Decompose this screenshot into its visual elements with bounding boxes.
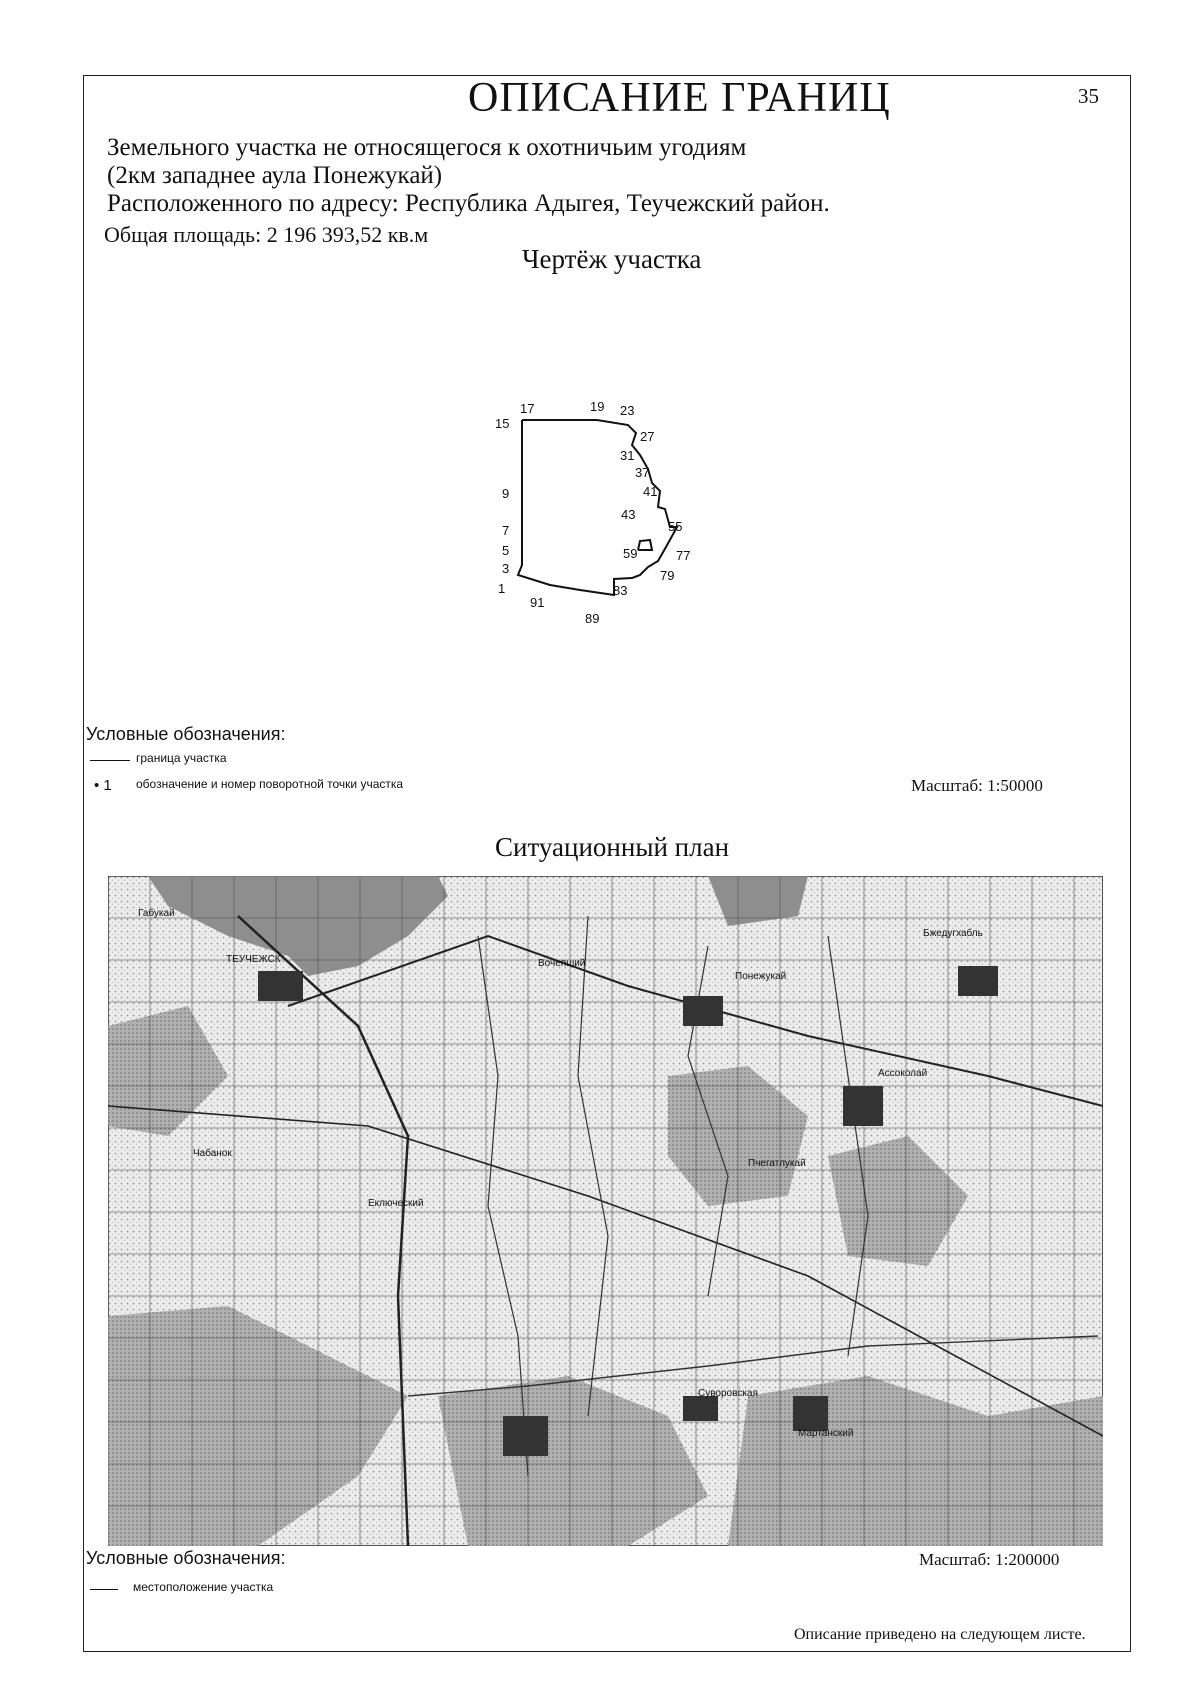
boundary-point-label: 41: [643, 484, 658, 499]
boundary-point-label: 55: [668, 519, 683, 534]
boundary-point-label: 31: [620, 448, 635, 463]
map-place-label: Чабанок: [193, 1148, 232, 1159]
map-place-label: Еключеский: [368, 1198, 424, 1209]
boundary-point-label: 59: [623, 546, 638, 561]
parcel-location-note: (2км западнее аула Понежукай): [107, 162, 443, 189]
boundary-point-label: 3: [502, 561, 510, 576]
footer-note: Описание приведено на следующем листе.: [794, 1626, 1086, 1643]
map-place-label: Вочепший: [538, 958, 586, 969]
map-place-label: Бжедугхабль: [923, 928, 983, 939]
map-place-label: Суворовская: [698, 1388, 758, 1399]
boundary-point-label: 77: [676, 548, 691, 563]
map-place-label: Понежукай: [735, 971, 787, 982]
location-line-symbol: [90, 1589, 118, 1590]
boundary-point-label: 91: [530, 595, 545, 610]
boundary-point-label: 83: [613, 583, 628, 598]
boundary-point-label: 43: [621, 507, 636, 522]
legend-boundary: граница участка: [136, 751, 227, 765]
legend-location: местоположение участка: [133, 1580, 274, 1594]
boundary-point-label: 1: [498, 581, 506, 596]
boundary-point-label: 7: [502, 523, 510, 538]
boundary-point-label: 17: [520, 401, 535, 416]
drawing-title: Чертёж участка: [522, 244, 702, 274]
page-number: 35: [1078, 84, 1099, 108]
boundary-point-label: 79: [660, 568, 675, 583]
map-place-label: Пчегатлукай: [748, 1158, 806, 1169]
boundary-line-symbol: [90, 760, 130, 761]
map-place-label: ТЕУЧЕЖСК: [226, 954, 281, 965]
legend2-title: Условные обозначения:: [86, 1548, 286, 1568]
map-place-label: Габукай: [138, 908, 175, 919]
map-place-label: Ассоколай: [878, 1068, 928, 1079]
situation-scale: Масштаб: 1:200000: [919, 1550, 1060, 1569]
parcel-address: Расположенного по адресу: Республика Адыгея, Теучежский район.: [107, 190, 830, 217]
parcel-area: Общая площадь: 2 196 393,52 кв.м: [104, 222, 429, 247]
page-title: ОПИСАНИЕ ГРАНИЦ: [468, 75, 891, 121]
map-place-label: Мартанский: [798, 1428, 854, 1439]
legend-title: Условные обозначения:: [86, 724, 286, 744]
boundary-point-label: 23: [620, 403, 635, 418]
legend-point-desc: обозначение и номер поворотной точки участка: [136, 777, 404, 791]
boundary-point-label: 15: [495, 416, 510, 431]
boundary-point-label: 9: [502, 486, 510, 501]
parcel-drawing: [480, 395, 720, 645]
boundary-point-label: 19: [590, 399, 605, 414]
parcel-boundary: [518, 420, 677, 595]
boundary-point-label: 27: [640, 429, 655, 444]
drawing-scale: Масштаб: 1:50000: [911, 776, 1043, 795]
boundary-point-label: 5: [502, 543, 510, 558]
boundary-point-label: 37: [635, 465, 650, 480]
legend-point-symbol: • 1: [94, 777, 112, 794]
situation-title: Ситуационный план: [495, 832, 730, 862]
parcel-description: Земельного участка не относящегося к охотничьим угодиям: [107, 134, 747, 161]
boundary-point-label: 89: [585, 611, 600, 626]
situation-map: [108, 876, 1103, 1546]
